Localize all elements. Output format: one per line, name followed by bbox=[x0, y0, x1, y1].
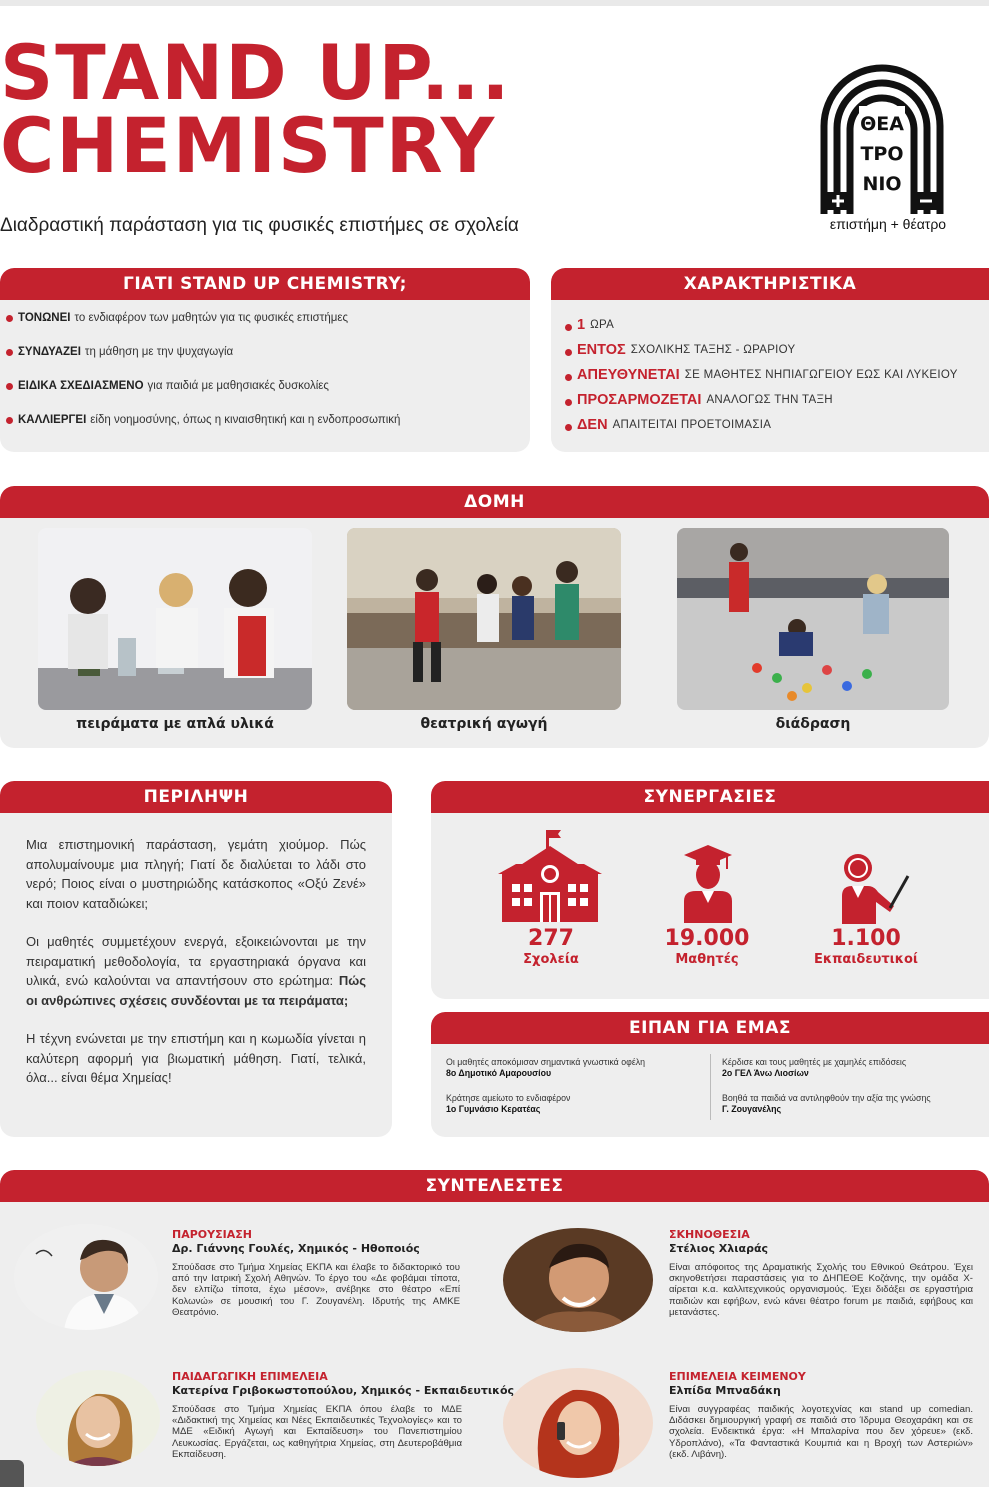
credit-name: Δρ. Γιάννης Γουλές, Χημικός - Ηθοποιός bbox=[172, 1242, 420, 1255]
credit-bio: Είναι συγγραφέας παιδικής λογοτεχνίας και stand up comedian. Διδάσκει δημιουργική γραφή σε παιδιά στο Ίδρυμα Θεοχαράκη και σε σχολεία. Ενδεικτικά έργα: «Η Μπαλαρίνα που δεν χόρευε» (εκδ. Υδροπλάνο), «Τα Φανταστικά Κουμπιά και η Βροχή των Αστεριών» (εκδ. Λιβάνη). bbox=[669, 1404, 973, 1460]
credits-heading: ΣΥΝΤΕΛΕΣΤΕΣ bbox=[0, 1170, 989, 1202]
photo-interaction bbox=[677, 528, 949, 710]
stat-students-label: Μαθητές bbox=[675, 952, 739, 967]
photo-theatre bbox=[347, 528, 621, 710]
theatronio-logo bbox=[818, 64, 946, 214]
feature-item: ΠΡΟΣΑΡΜΟΖΕΤΑΙ ΑΝΑΛΟΓΩΣ ΤΗΝ ΤΑΞΗ bbox=[565, 387, 983, 412]
photo-experiments bbox=[38, 528, 312, 710]
summary-paragraph: Η τέχνη ενώνεται με την επιστήμη και η κωμωδία γίνεται η καλύτερη αφορμή για βιωματική μάθηση. Γιατί, τελικά, όλα... είναι θέμα Χημείας! bbox=[26, 1031, 366, 1085]
bullet-icon bbox=[565, 399, 572, 406]
portrait-chliaras bbox=[503, 1228, 653, 1332]
bullet-icon bbox=[6, 383, 13, 390]
portrait-mpnadaki bbox=[503, 1368, 653, 1478]
caption-experiments: πειράματα με απλά υλικά bbox=[76, 716, 274, 732]
graduate-icon bbox=[682, 845, 734, 923]
page-subtitle: Διαδραστική παράσταση για τις φυσικές επιστήμες σε σχολεία bbox=[0, 215, 519, 236]
stat-schools-label: Σχολεία bbox=[523, 952, 579, 967]
why-item: ΕΙΔΙΚΑ ΣΧΕΔΙΑΣΜΕΝΟ για παιδιά με μαθησιακές δυσκολίες bbox=[6, 378, 522, 412]
why-heading: ΓΙΑΤΙ STAND UP CHEMISTRY; bbox=[0, 268, 530, 300]
credit-role: ΠΑΙΔΑΓΩΓΙΚΗ ΕΠΙΜΕΛΕΙΑ bbox=[172, 1370, 328, 1383]
testimonial: Κέρδισε και τους μαθητές με χαμηλές επιδόσεις 2ο ΓΕΛ Άνω Λιοσίων bbox=[722, 1057, 907, 1078]
portrait-goules bbox=[14, 1224, 158, 1330]
credit-bio: Είναι απόφοιτος της Δραματικής Σχολής του Εθνικού Θεάτρου. Έχει σκηνοθετήσει παραστάσεις για το ΔΗΠΕΘΕ Κοζάνης, την ομάδα Χ-αίρεται κ.α. καλλιτεχνικούς οργανισμούς. Έχει διδάξει σε εργαστήρια παιδιών και εφήβων, ενώ κάνει θέατρο forum με παιδιά, εφήβους και μετανάστες. bbox=[669, 1262, 973, 1318]
logo-caption: επιστήμη + θέατρο bbox=[829, 216, 947, 232]
summary-paragraph: Μια επιστημονική παράσταση, γεμάτη χιούμορ. Πώς απολυμαίνουμε μια πληγή; Γιατί δε διαλύεται το λάδι στο νερό; Ποιος είναι ο μυστηριώδης κατάσκοπος «Οξύ Ζενέ» και ποιον καταδιώκει; bbox=[26, 837, 366, 911]
credit-name: Στέλιος Χλιαράς bbox=[669, 1242, 769, 1255]
logo-letters-2: ΤΡΟ bbox=[860, 143, 904, 165]
credit-role: ΣΚΗΝΟΘΕΣΙΑ bbox=[669, 1228, 750, 1241]
bullet-icon bbox=[6, 349, 13, 356]
bullet-icon bbox=[6, 417, 13, 424]
credit-name: Κατερίνα Γριβοκωστοπούλου, Χημικός - Εκπαιδευτικός bbox=[172, 1384, 515, 1397]
feature-item: ΑΠΕΥΘΥΝΕΤΑΙ ΣΕ ΜΑΘΗΤΕΣ ΝΗΠΙΑΓΩΓΕΙΟΥ ΕΩΣ ΚΑΙ ΛΥΚΕΙΟΥ bbox=[565, 362, 983, 387]
credit-bio: Σπούδασε στο Τμήμα Χημείας ΕΚΠΑ και έλαβε το διδακτορικό του από την Ιατρική Σχολή Αθηνών. Το έργο του «Δε φοβάμαι τίποτα, δεν ελπίζω τίποτα, έχω μέσον», ανέβηκε στο θέατρο «Επί Κολωνώ» σε μουσική του Γ. Ζουγανέλη. Ιδρυτής της ΑΜΚΕ Θεατρόνιο. bbox=[172, 1262, 460, 1318]
portrait-grivokostopoulou bbox=[36, 1370, 160, 1466]
summary-panel bbox=[0, 781, 392, 1137]
why-item: ΣΥΝΔΥΑΖΕΙ τη μάθηση με την ψυχαγωγία bbox=[6, 344, 522, 378]
bullet-icon bbox=[565, 349, 572, 356]
stat-schools-number: 277 bbox=[528, 926, 574, 951]
structure-heading: ΔΟΜΗ bbox=[0, 486, 989, 518]
why-item: ΚΑΛΛΙΕΡΓΕΙ είδη νοημοσύνης, όπως η κιναισθητική και η ενδοπροσωπική bbox=[6, 412, 522, 446]
feature-item: ΕΝΤΟΣ ΣΧΟΛΙΚΗΣ ΤΑΞΗΣ - ΩΡΑΡΙΟΥ bbox=[565, 337, 983, 362]
page-title: STAND UP... CHEMISTRY bbox=[0, 29, 512, 191]
page-corner bbox=[0, 1460, 24, 1487]
stat-teachers-label: Εκπαιδευτικοί bbox=[814, 952, 918, 967]
testimonial: Οι μαθητές αποκόμισαν σημαντικά γνωστικά οφέλη 8ο Δημοτικό Αμαρουσίου bbox=[446, 1057, 646, 1078]
features-panel bbox=[551, 268, 989, 452]
bullet-icon bbox=[565, 324, 572, 331]
summary-text bbox=[0, 813, 392, 1088]
why-panel bbox=[0, 268, 530, 452]
why-item: ΤΟΝΩΝΕΙ το ενδιαφέρον των μαθητών για τις φυσικές επιστήμες bbox=[6, 310, 522, 344]
school-icon bbox=[498, 828, 602, 924]
testimonials-heading: ΕΙΠΑΝ ΓΙΑ ΕΜΑΣ bbox=[431, 1012, 989, 1044]
bullet-icon bbox=[6, 315, 13, 322]
features-heading: ΧΑΡΑΚΤΗΡΙΣΤΙΚΑ bbox=[551, 268, 989, 300]
credit-role: ΠΑΡΟΥΣΙΑΣΗ bbox=[172, 1228, 252, 1241]
partners-heading: ΣΥΝΕΡΓΑΣΙΕΣ bbox=[431, 781, 989, 813]
testimonial: Κράτησε αμείωτο το ενδιαφέρον 1ο Γυμνάσιο Κερατέας bbox=[446, 1093, 571, 1114]
testimonials-divider bbox=[710, 1054, 711, 1120]
bullet-icon bbox=[565, 424, 572, 431]
summary-paragraph: Οι μαθητές συμμετέχουν ενεργά, εξοικειώνονται με την πειραματική μεθοδολογία, τα εργαστηριακά όργανα και υλικά, ενώ καλούνται να απαντήσουν στο ερώτημα: Πώς οι ανθρώπινες σχέσεις συνδέονται με τα πειράματα; bbox=[26, 934, 366, 1008]
caption-theatre: θεατρική αγωγή bbox=[420, 716, 548, 732]
caption-interaction: διάδραση bbox=[775, 716, 851, 732]
top-rule bbox=[0, 0, 989, 6]
testimonial: Βοηθά τα παιδιά να αντιληφθούν την αξία της γνώσης Γ. Ζουγανέλης bbox=[722, 1093, 931, 1114]
credit-name: Ελπίδα Μπναδάκη bbox=[669, 1384, 781, 1397]
stat-students-number: 19.000 bbox=[664, 926, 750, 951]
bullet-icon bbox=[565, 374, 572, 381]
credit-bio: Σπούδασε στο Τμήμα Χημείας ΕΚΠΑ όπου έλαβε το ΜΔΕ «Διδακτική της Χημείας και Νέες Εκπαιδευτικές Τεχνολογίες» και το ΜΔΕ «Ειδική Αγωγή και Εκπαίδευση» του Πανεπιστημίου Λευκωσίας. Εργάζεται, ως καθηγήτρια Χημείας, στη Δευτεροβάθμια Εκπαίδευση. bbox=[172, 1404, 462, 1460]
logo-letters-3: ΝΙΟ bbox=[862, 173, 902, 195]
teacher-icon bbox=[838, 852, 910, 924]
summary-heading: ΠΕΡΙΛΗΨΗ bbox=[0, 781, 392, 813]
credit-role: ΕΠΙΜΕΛΕΙΑ ΚΕΙΜΕΝΟΥ bbox=[669, 1370, 806, 1383]
feature-item: ΔΕΝ ΑΠΑΙΤΕΙΤΑΙ ΠΡΟΕΤΟΙΜΑΣΙΑ bbox=[565, 412, 983, 437]
logo-letters-1: ΘΕΑ bbox=[860, 113, 904, 135]
feature-item: 1 ΩΡΑ bbox=[565, 312, 983, 337]
stat-teachers-number: 1.100 bbox=[831, 926, 901, 951]
